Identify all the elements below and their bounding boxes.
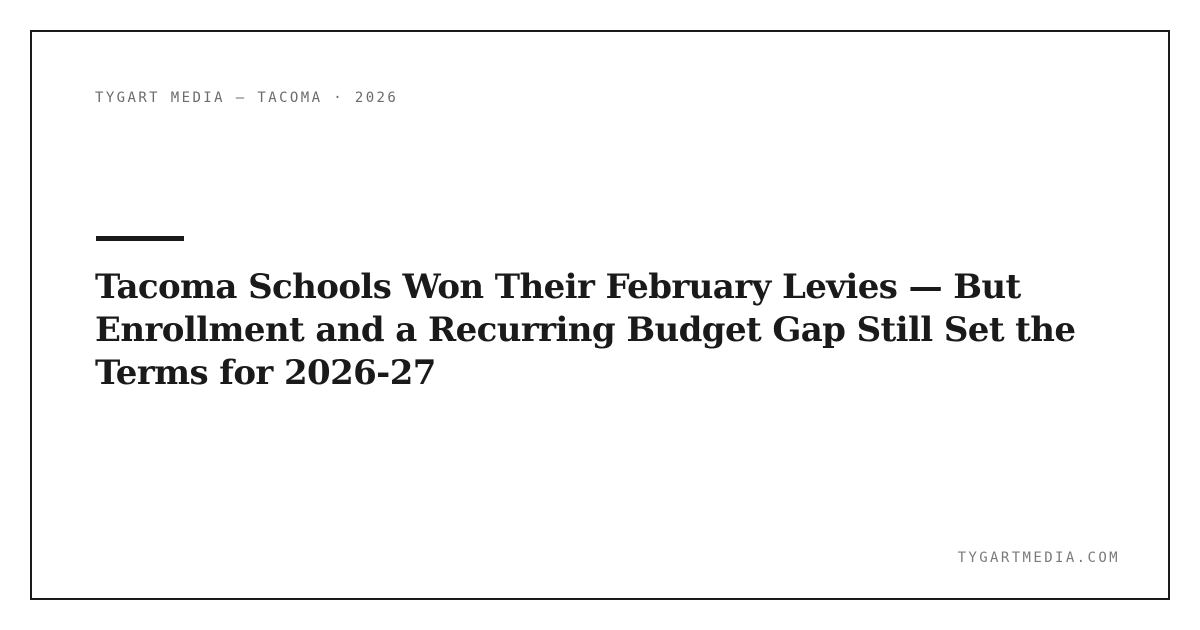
- publication-kicker: TYGART MEDIA — TACOMA · 2026: [95, 90, 399, 106]
- accent-rule: [96, 236, 184, 241]
- site-url: TYGARTMEDIA.COM: [957, 550, 1120, 566]
- article-headline: Tacoma Schools Won Their February Levies — But Enrollment and a Recurring Budget Gap Still Set the Terms for 2026-27: [95, 267, 1076, 393]
- social-share-card: [30, 30, 1170, 600]
